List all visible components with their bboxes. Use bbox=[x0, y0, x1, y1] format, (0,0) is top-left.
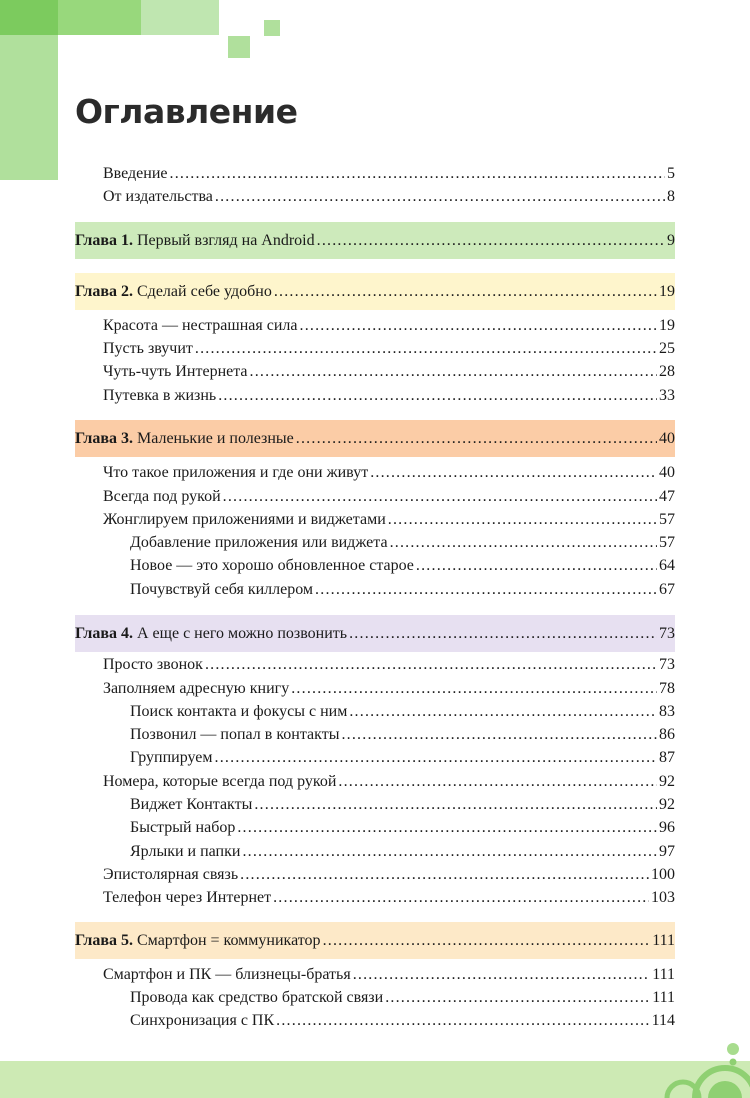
toc-entry-label: Путевка в жизнь bbox=[103, 387, 217, 404]
toc-entry-label: Добавление приложения или виджета bbox=[130, 534, 388, 551]
toc-entry-label: Красота — нестрашная сила bbox=[103, 317, 298, 334]
toc-entry-label: Группируем bbox=[130, 749, 213, 766]
toc-entry-label: Номера, которые всегда под рукой bbox=[103, 773, 337, 790]
toc-entry-page: 19 bbox=[659, 317, 675, 334]
chapter-title: Первый взгляд на Android bbox=[137, 232, 315, 249]
chapter-page: 111 bbox=[652, 932, 675, 949]
toc-entry-page: 47 bbox=[659, 488, 675, 505]
chapter-prefix: Глава 5. bbox=[75, 932, 133, 949]
decor-dot bbox=[730, 1059, 737, 1066]
chapter-page: 40 bbox=[659, 430, 675, 447]
toc-entry-page: 92 bbox=[659, 796, 675, 813]
toc-entry-page: 28 bbox=[659, 363, 675, 380]
toc-entry-label: Введение bbox=[103, 165, 168, 182]
toc-entry-page: 86 bbox=[659, 726, 675, 743]
toc-entry-page: 78 bbox=[659, 680, 675, 697]
toc-entry-page: 5 bbox=[667, 165, 675, 182]
chapter-page: 73 bbox=[659, 625, 675, 642]
toc-entry-label: Телефон через Интернет bbox=[103, 889, 272, 906]
toc-entry-page: 73 bbox=[659, 656, 675, 673]
toc-entry-label: Виджет Контакты bbox=[130, 796, 253, 813]
toc-entry-page: 57 bbox=[659, 534, 675, 551]
chapter-prefix: Глава 4. bbox=[75, 625, 133, 642]
chapter-prefix: Глава 2. bbox=[75, 283, 133, 300]
toc-entry-page: 114 bbox=[651, 1012, 675, 1029]
toc-entry-label: Эпистолярная связь bbox=[103, 866, 239, 883]
toc-entry-label: Просто звонок bbox=[103, 656, 203, 673]
page-title: Оглавление bbox=[75, 92, 298, 131]
decor-disc bbox=[708, 1081, 742, 1098]
toc-entry-page: 103 bbox=[651, 889, 675, 906]
toc-entry-label: Жонглируем приложениями и виджетами bbox=[103, 511, 386, 528]
toc-entry-page: 25 bbox=[659, 340, 675, 357]
toc-entry-label: От издательства bbox=[103, 188, 213, 205]
chapter-title: Сделай себе удобно bbox=[137, 283, 272, 300]
chapter-prefix: Глава 1. bbox=[75, 232, 133, 249]
toc-entry-label: Ярлыки и папки bbox=[130, 843, 241, 860]
toc-entry-page: 96 bbox=[659, 819, 675, 836]
decor-dot bbox=[727, 1043, 739, 1055]
toc-entry-page: 40 bbox=[659, 464, 675, 481]
toc-entry-label: Чуть-чуть Интернета bbox=[103, 363, 248, 380]
toc-entry-label: Быстрый набор bbox=[130, 819, 236, 836]
toc-entry-page: 67 bbox=[659, 581, 675, 598]
toc-entry-page: 100 bbox=[651, 866, 675, 883]
toc-entry-page: 111 bbox=[652, 989, 675, 1006]
toc-entry-page: 92 bbox=[659, 773, 675, 790]
toc-entry-page: 83 bbox=[659, 703, 675, 720]
toc-entry-label: Пусть звучит bbox=[103, 340, 193, 357]
toc-entry-label: Заполняем адресную книгу bbox=[103, 680, 290, 697]
toc-entry-label: Поиск контакта и фокусы с ним bbox=[130, 703, 348, 720]
toc-entry-label: Что такое приложения и где они живут bbox=[103, 464, 369, 481]
toc-entry-page: 8 bbox=[667, 188, 675, 205]
toc-entry-page: 64 bbox=[659, 557, 675, 574]
chapter-title: А еще с него можно позвонить bbox=[137, 625, 348, 642]
toc-entry-label: Провода как средство братской связи bbox=[130, 989, 384, 1006]
toc-entry-label: Синхронизация с ПК bbox=[130, 1012, 275, 1029]
toc-entry-page: 87 bbox=[659, 749, 675, 766]
toc-entry-page: 111 bbox=[652, 966, 675, 983]
toc-entry-label: Всегда под рукой bbox=[103, 488, 221, 505]
toc-entry-label: Позвонил — попал в контакты bbox=[130, 726, 340, 743]
toc-entry-page: 57 bbox=[659, 511, 675, 528]
toc-entry-page: 33 bbox=[659, 387, 675, 404]
toc-entry-label: Новое — это хорошо обновленное старое bbox=[130, 557, 414, 574]
chapter-page: 19 bbox=[659, 283, 675, 300]
toc-entry-label: Смартфон и ПК — близнецы-братья bbox=[103, 966, 351, 983]
toc-entry-page: 97 bbox=[659, 843, 675, 860]
chapter-title: Маленькие и полезные bbox=[137, 430, 294, 447]
chapter-prefix: Глава 3. bbox=[75, 430, 133, 447]
toc-entry-label: Почувствуй себя киллером bbox=[130, 581, 314, 598]
chapter-page: 9 bbox=[667, 232, 675, 249]
chapter-title: Смартфон = коммуникатор bbox=[137, 932, 321, 949]
